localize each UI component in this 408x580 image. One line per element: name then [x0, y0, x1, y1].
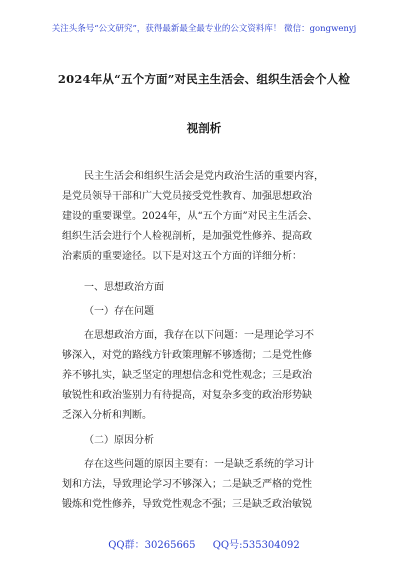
text-line: 锻炼和党性修养，导致党性观念不强；三是缺乏政治敏锐 [62, 499, 312, 510]
intro-paragraph [62, 167, 354, 267]
subsection-heading-causes: （二）原因分析 [84, 435, 154, 446]
footer-contact [0, 536, 408, 551]
text-line: 存在这些问题的原因主要有：一是缺乏系统的学习计 [84, 459, 314, 470]
text-line: 乏深入分析和判断。 [62, 410, 152, 421]
text-line: 划和方法，导致理论学习不够深入；二是缺乏严格的党性 [62, 479, 312, 490]
document-title: 2024年从“五个方面”对民主生活会、组织生活会个人检 [57, 72, 351, 86]
text-line: 敏锐性和政治鉴别力有待提高，对复杂多变的政治形势缺 [62, 390, 312, 401]
problems-paragraph [62, 326, 354, 426]
section-heading: 一、思想政治方面 [84, 282, 164, 293]
text-line: 够深入，对党的路线方针政策理解不够透彻；二是党性修 [62, 350, 312, 361]
text-line: 民主生活会和组织生活会是党内政治生活的重要内容， [84, 171, 324, 182]
qq-group-text: QQ群：30265665 [108, 540, 196, 551]
text-line: 组织生活会进行个人检视剖析，是加强党性修养、提高政 [62, 231, 312, 242]
text-line: 是党员领导干部和广大党员接受党性教育、加强思想政治 [62, 191, 312, 202]
document-title-continued: 视剖析 [186, 121, 222, 135]
text-line: 在思想政治方面，我存在以下问题：一是理论学习不 [84, 330, 314, 341]
text-line: 建设的重要课堂。2024年，从“五个方面”对民主生活会、 [62, 211, 318, 222]
text-line: 养不够扎实，缺乏坚定的理想信念和党性观念；三是政治 [62, 370, 312, 381]
qq-number-text: QQ号:535304092 [212, 540, 300, 551]
text-line: 治素质的重要途径。以下是对这五个方面的详细分析： [62, 251, 302, 262]
causes-paragraph [62, 455, 354, 515]
subsection-heading-problems: （一）存在问题 [84, 306, 154, 317]
header-notice: 关注头条号“公文研究”，获得最新最全最专业的公文资料库！ 微信：gongwenyj [51, 24, 357, 34]
